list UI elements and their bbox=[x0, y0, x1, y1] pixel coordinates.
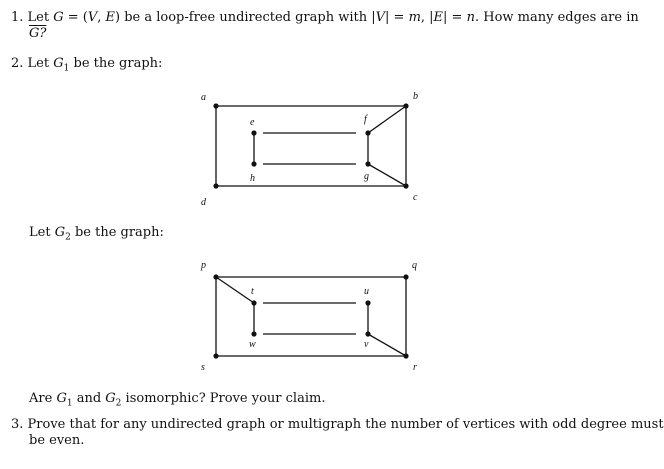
q1-var-v: V bbox=[375, 10, 386, 25]
q3-line1 bbox=[11, 417, 664, 433]
graph-g2 bbox=[200, 260, 417, 373]
vertex-a bbox=[213, 103, 218, 108]
q1-text: = ( bbox=[63, 10, 88, 25]
q2-var-g: G bbox=[53, 56, 64, 71]
vertex-u bbox=[365, 300, 370, 305]
q1-text: | = bbox=[443, 10, 467, 25]
q2-question-text: and bbox=[72, 391, 106, 406]
q1-complement: G? bbox=[29, 26, 47, 41]
q1-text: , | bbox=[420, 10, 434, 25]
q1-text: | = bbox=[385, 10, 409, 25]
q2-g2-text: Let bbox=[29, 225, 55, 240]
vertex-h bbox=[251, 161, 256, 166]
label-g: g bbox=[364, 171, 369, 182]
q2-question-text: Are bbox=[29, 391, 57, 406]
q1-var-n: n bbox=[466, 10, 475, 25]
edge-p-t bbox=[216, 277, 254, 303]
vertex-d bbox=[213, 183, 218, 188]
label-d: d bbox=[201, 197, 206, 208]
q2-text: be the graph: bbox=[69, 56, 163, 71]
label-t: t bbox=[251, 286, 254, 297]
q1-text: . How many edges are in bbox=[474, 10, 639, 25]
q2-question-sub: 1 bbox=[66, 398, 73, 409]
vertex-w bbox=[251, 331, 256, 336]
vertex-r bbox=[403, 353, 408, 358]
q2-g2-line bbox=[29, 225, 164, 246]
q3-text: Prove that for any undirected graph or multigraph the number of vertices with odd degree must bbox=[27, 417, 664, 432]
label-f: f bbox=[364, 114, 367, 125]
q3-text: be even. bbox=[29, 433, 85, 448]
label-h: h bbox=[250, 173, 255, 184]
q2-g2-text: be the graph: bbox=[70, 225, 164, 240]
q3-number: 3. bbox=[11, 417, 24, 432]
label-a: a bbox=[201, 92, 206, 103]
vertex-p bbox=[213, 274, 218, 279]
vertex-e bbox=[251, 130, 256, 135]
label-w: w bbox=[249, 339, 256, 350]
label-s: s bbox=[201, 362, 205, 373]
edge-g-c bbox=[368, 164, 406, 186]
label-e: e bbox=[250, 117, 255, 128]
label-v: v bbox=[364, 339, 369, 350]
q1-var-e: E bbox=[105, 10, 116, 25]
q2-g2-sub: 2 bbox=[65, 232, 71, 243]
q2-question bbox=[29, 391, 325, 412]
q2-question-var: G bbox=[56, 391, 67, 406]
label-c: c bbox=[413, 192, 418, 203]
q3-line2 bbox=[29, 433, 84, 449]
vertex-g bbox=[365, 161, 370, 166]
graph-g1 bbox=[201, 91, 418, 208]
q2-question-var: G bbox=[105, 391, 116, 406]
vertex-s bbox=[213, 353, 218, 358]
q1-var-m: m bbox=[408, 10, 421, 25]
q1-var-e: E bbox=[433, 10, 444, 25]
label-p: p bbox=[201, 260, 206, 271]
vertex-c bbox=[403, 183, 408, 188]
label-r: r bbox=[413, 362, 417, 373]
q2-number: 2. bbox=[11, 56, 24, 71]
vertex-f bbox=[365, 130, 370, 135]
q2-question-sub: 2 bbox=[115, 398, 122, 409]
q1-text: Let bbox=[27, 10, 54, 25]
q2-question-text: isomorphic? Prove your claim. bbox=[121, 391, 326, 406]
q2-sub: 1 bbox=[63, 63, 70, 74]
label-b: b bbox=[413, 91, 418, 102]
vertex-b bbox=[403, 103, 408, 108]
label-u: u bbox=[364, 286, 369, 297]
vertex-q bbox=[403, 274, 408, 279]
q1-number: 1. bbox=[11, 10, 24, 25]
edge-b-f bbox=[368, 106, 406, 133]
q2-text: Let bbox=[27, 56, 54, 71]
edge-v-r bbox=[368, 334, 406, 356]
q1-text: , bbox=[97, 10, 106, 25]
q2-g2-var: G bbox=[54, 225, 66, 240]
q1-var-g: G bbox=[53, 10, 64, 25]
vertex-v bbox=[365, 331, 370, 336]
q1-var-v: V bbox=[87, 10, 98, 25]
label-q: q bbox=[412, 260, 417, 271]
q1-text: ) be a loop-free undirected graph with | bbox=[115, 10, 376, 25]
vertex-t bbox=[251, 300, 256, 305]
